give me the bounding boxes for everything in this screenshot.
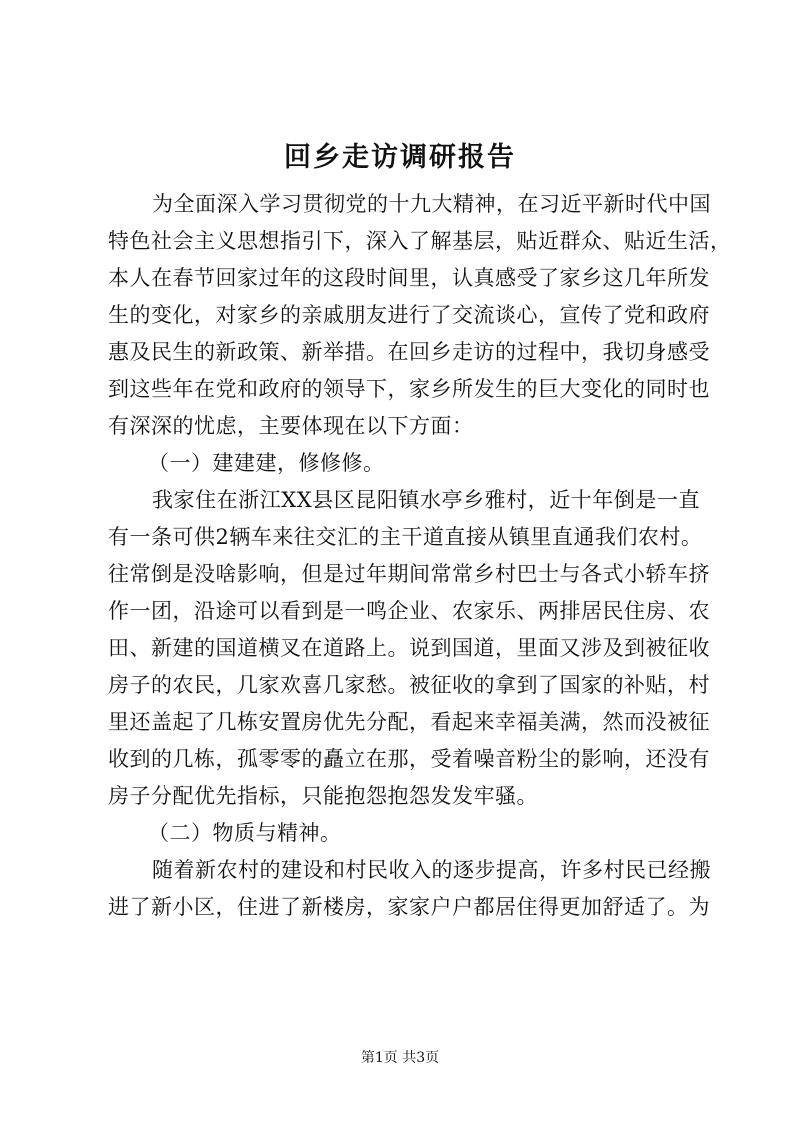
paragraph-line: 本人在春节回家过年的这段时间里，认真感受了家乡这几年所发	[108, 266, 710, 290]
paragraph-line: 里还盖起了几栋安置房优先分配，看起来幸福美满，然而没被征	[108, 710, 710, 734]
document-body	[108, 186, 732, 926]
paragraph-line: 作一团，沿途可以看到是一鸣企业、农家乐、两排居民住房、农	[108, 599, 710, 623]
paragraph-line: 为全面深入学习贯彻党的十九大精神，在习近平新时代中国	[152, 192, 711, 216]
section-heading: （二）物质与精神。	[148, 821, 342, 845]
paragraph-line: 房子的农民，几家欢喜几家愁。被征收的拿到了国家的补贴，村	[108, 673, 710, 697]
paragraph-line: 往常倒是没啥影响，但是过年期间常常乡村巴士与各式小轿车挤	[108, 562, 710, 586]
document-title: 回乡走访调研报告	[284, 142, 516, 173]
paragraph-line: 房子分配优先指标，只能抱怨抱怨发发牢骚。	[108, 784, 538, 808]
paragraph-line: 有深深的忧虑，主要体现在以下方面：	[108, 414, 474, 438]
paragraph-line: 我家住在浙江XX县区昆阳镇水亭乡雅村，近十年倒是一直	[152, 488, 700, 512]
paragraph-line: 惠及民生的新政策、新举措。在回乡走访的过程中，我切身感受	[108, 340, 710, 364]
paragraph-line: 到这些年在党和政府的领导下，家乡所发生的巨大变化的同时也	[108, 377, 710, 401]
page-footer: 第1页 共3页	[360, 1050, 440, 1066]
paragraph-line: 特色社会主义思想指引下，深入了解基层，贴近群众、贴近生活，	[108, 229, 732, 253]
section-heading: （一）建建建，修修修。	[148, 451, 385, 475]
paragraph-line: 生的变化，对家乡的亲戚朋友进行了交流谈心，宣传了党和政府	[108, 303, 710, 327]
paragraph-line: 收到的几栋，孤零零的矗立在那，受着噪音粉尘的影响，还没有	[108, 747, 710, 771]
paragraph-line: 随着新农村的建设和村民收入的逐步提高，许多村民已经搬	[152, 858, 711, 882]
paragraph-line: 有一条可供2辆车来往交汇的主干道直接从镇里直通我们农村。	[108, 525, 703, 549]
paragraph-line: 田、新建的国道横叉在道路上。说到国道，里面又涉及到被征收	[108, 636, 710, 660]
paragraph-line: 进了新小区，住进了新楼房，家家户户都居住得更加舒适了。为	[108, 895, 710, 919]
